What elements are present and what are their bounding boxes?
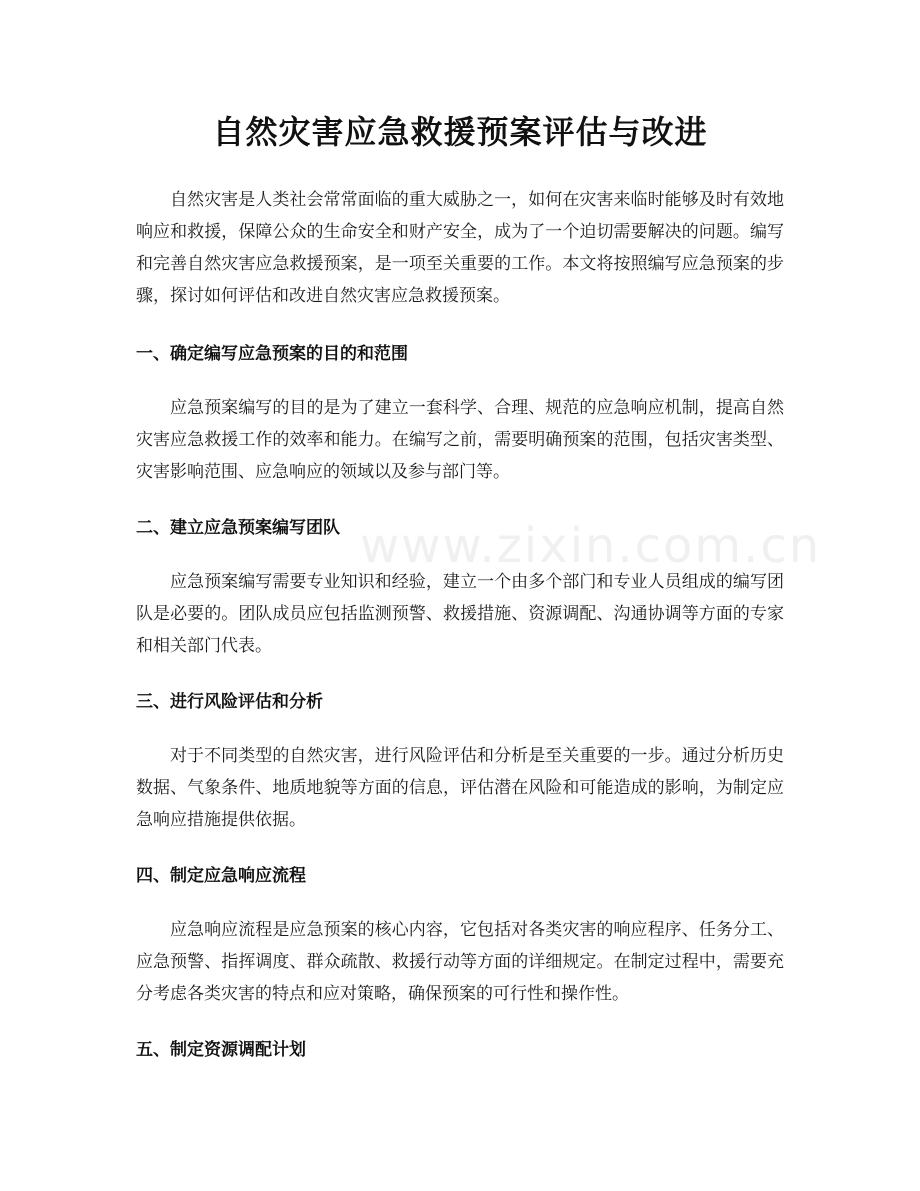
intro-paragraph: 自然灾害是人类社会常常面临的重大威胁之一，如何在灾害来临时能够及时有效地响应和救援，保障公众的生命安全和财产安全，成为了一个迫切需要解决的问题。编写和完善自然灾害应急救援预案，是一项至关重要的工作。本文将按照编写应急预案的步骤，探讨如何评估和改进自然灾害应急救援预案。	[136, 190, 784, 306]
section-3-heading: 三、进行风险评估和分析	[136, 692, 323, 712]
section-1-body: 应急预案编写的目的是为了建立一套科学、合理、规范的应急响应机制，提高自然灾害应急救援工作的效率和能力。在编写之前，需要明确预案的范围，包括灾害类型、灾害影响范围、应急响应的领域以及参与部门等。	[136, 398, 784, 482]
section-4-heading: 四、制定应急响应流程	[136, 866, 306, 886]
document-title: 自然灾害应急救援预案评估与改进	[212, 113, 708, 151]
section-2-heading: 二、建立应急预案编写团队	[136, 518, 340, 538]
section-1-heading: 一、确定编写应急预案的目的和范围	[136, 344, 408, 364]
section-5-heading: 五、制定资源调配计划	[136, 1040, 306, 1060]
section-2-body: 应急预案编写需要专业知识和经验，建立一个由多个部门和专业人员组成的编写团队是必要的。团队成员应包括监测预警、救援措施、资源调配、沟通协调等方面的专家和相关部门代表。	[136, 572, 784, 656]
section-4-body: 应急响应流程是应急预案的核心内容，它包括对各类灾害的响应程序、任务分工、应急预警、指挥调度、群众疏散、救援行动等方面的详细规定。在制定过程中，需要充分考虑各类灾害的特点和应对策略，确保预案的可行性和操作性。	[136, 920, 784, 1004]
watermark-text: www.zixin.com.cn	[360, 518, 822, 574]
section-3-body: 对于不同类型的自然灾害，进行风险评估和分析是至关重要的一步。通过分析历史数据、气象条件、地质地貌等方面的信息，评估潜在风险和可能造成的影响，为制定应急响应措施提供依据。	[136, 746, 784, 830]
